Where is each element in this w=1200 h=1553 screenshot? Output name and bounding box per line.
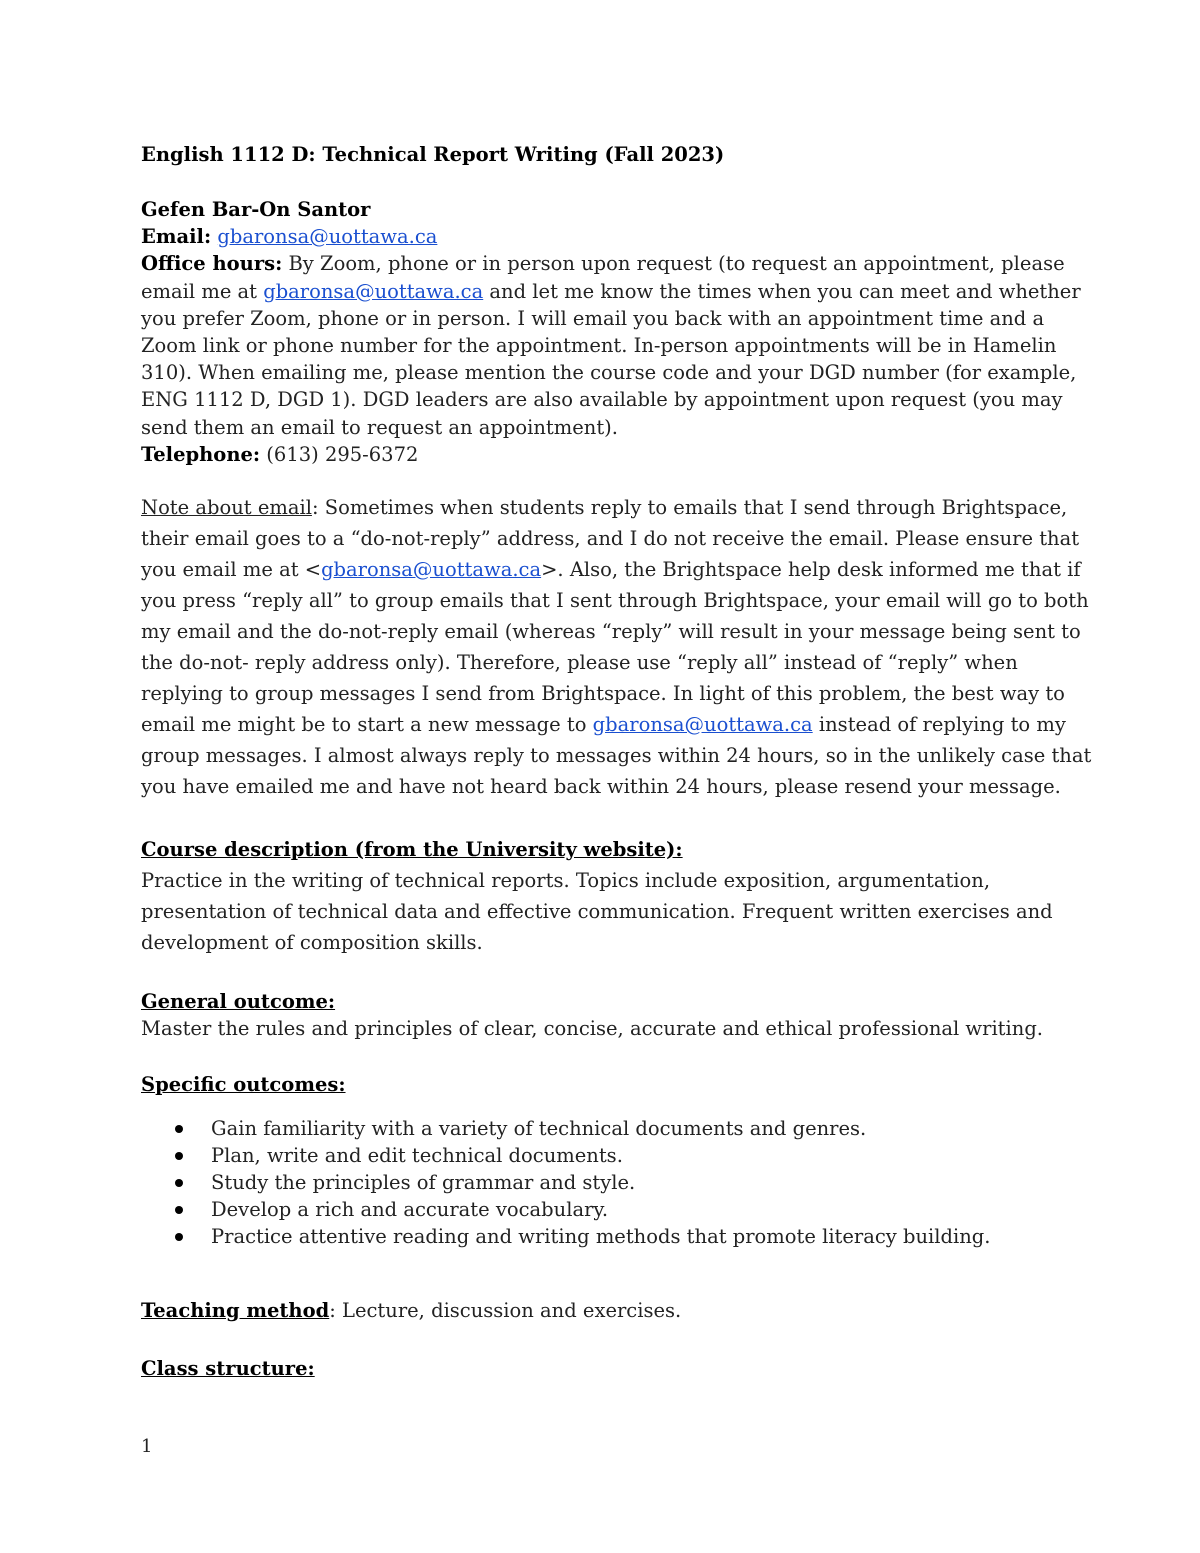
list-item: Study the principles of grammar and style. [141, 1169, 1061, 1196]
bullet-icon [175, 1233, 183, 1241]
specific-outcomes-list [141, 1115, 1061, 1250]
office-hours-line-1: Office hours: By Zoom, phone or in person upon request (to request an appointment, please [141, 252, 1065, 276]
email-link[interactable]: gbaronsa@uottawa.ca [217, 225, 438, 249]
course-description: Course description (from the University website): Practice in the writing of technical reports. Topics include exposition, argumentation, presentation of technical data and effective communication. Frequent written exercises and development of composition skills. [141, 834, 1053, 958]
list-item: Practice attentive reading and writing methods that promote literacy building. [141, 1223, 1061, 1250]
course-description-heading: Course description (from the University website): [141, 838, 683, 861]
email-link-note[interactable]: gbaronsa@uottawa.ca [321, 558, 542, 581]
bullet-icon [175, 1206, 183, 1214]
office-hours-line-3: you prefer Zoom, phone or in person. I will email you back with an appointment time and a [141, 306, 1045, 330]
general-outcome-heading: General outcome: [141, 990, 336, 1013]
office-hours-line-6: ENG 1112 D, DGD 1). DGD leaders are also available by appointment upon request (you may [141, 388, 1063, 412]
instructor-name: Gefen Bar-On Santor [141, 198, 371, 221]
list-item: Develop a rich and accurate vocabulary. [141, 1196, 1061, 1223]
general-outcome-text: Master the rules and principles of clear, concise, accurate and ethical professional writing. [141, 1017, 1043, 1040]
bullet-icon [175, 1179, 183, 1187]
document-title: English 1112 D: Technical Report Writing (Fall 2023) [141, 143, 725, 166]
office-hours-line-4: Zoom link or phone number for the appointment. In-person appointments will be in Hamelin [141, 334, 1057, 358]
email-note: Note about email: Sometimes when students reply to emails that I send through Brightspace, their email goes to a “do-not-reply” address, and I do not receive the email. Please ensure that you email me at <gbaronsa@uottawa.ca>. Also, the Brightspace help desk informed me that if you press “reply all” to group emails that I sent through Brightspace, your email will go to both my email and the do-not-reply email (whereas “reply” will result in your message being sent to the do-not- reply address only). Therefore, please use “reply all” instead of “reply” when replying to group messages I send from Brightspace. In light of this problem, the best way to email me might be to start a new message to gbaronsa@uottawa.ca instead of replying to my group messages. I almost always reply to messages within 24 hours, so in the unlikely case that you have emailed me and have not heard back within 24 hours, please resend your message. [141, 496, 1092, 798]
bullet-icon [175, 1152, 183, 1160]
teaching-method: Teaching method: Lecture, discussion and exercises. [141, 1299, 682, 1322]
note-label: Note about email [141, 496, 312, 519]
email-label: Email: [141, 225, 212, 249]
page-number: 1 [141, 1436, 153, 1457]
teaching-method-heading: Teaching method [141, 1299, 330, 1322]
office-hours-label: Office hours: [141, 252, 283, 276]
email-line [141, 223, 1081, 250]
list-item: Plan, write and edit technical documents. [141, 1142, 1061, 1169]
office-hours-line-7: send them an email to request an appointment). [141, 415, 618, 439]
email-link-note-2[interactable]: gbaronsa@uottawa.ca [592, 713, 813, 736]
class-structure-heading: Class structure: [141, 1357, 315, 1380]
office-hours-line-2: email me at gbaronsa@uottawa.ca and let me know the times when you can meet and whether [141, 279, 1081, 303]
email-link-office[interactable]: gbaronsa@uottawa.ca [263, 279, 484, 303]
office-hours-line-5: 310). When emailing me, please mention the course code and your DGD number (for example, [141, 361, 1077, 385]
general-outcome [141, 988, 1043, 1042]
bullet-icon [175, 1125, 183, 1133]
specific-outcomes-heading: Specific outcomes: [141, 1073, 346, 1096]
telephone-value: (613) 295-6372 [260, 442, 419, 466]
telephone-line [141, 441, 1081, 468]
telephone-label: Telephone: [141, 442, 261, 466]
instructor-block [141, 196, 1081, 468]
list-item: Gain familiarity with a variety of technical documents and genres. [141, 1115, 1061, 1142]
